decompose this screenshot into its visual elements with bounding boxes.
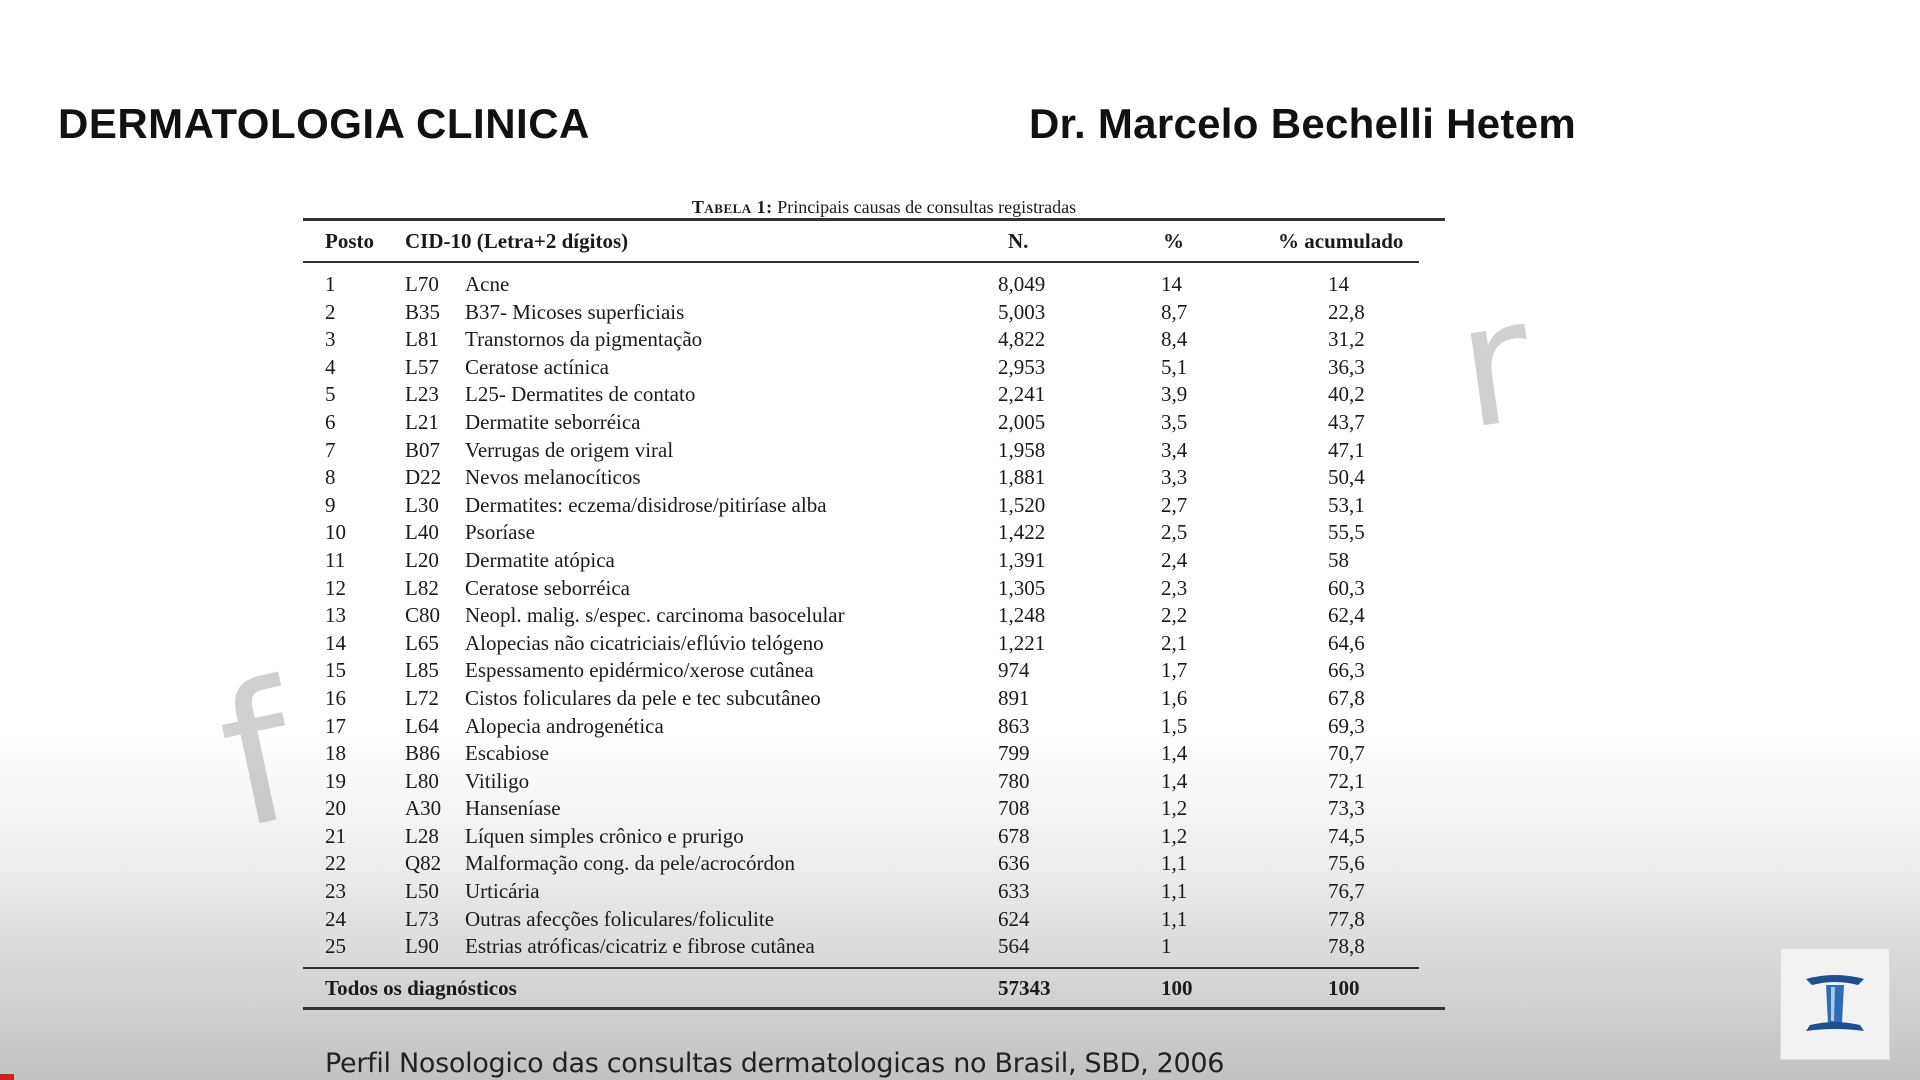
cell-rank: 14	[325, 630, 346, 655]
cell-cid-code: L40	[405, 520, 439, 545]
cell-n: 891	[998, 685, 1030, 710]
cell-rank: 6	[325, 409, 336, 434]
cell-cid-code: L64	[405, 713, 439, 738]
cell-description: Outras afecções foliculares/foliculite	[465, 906, 775, 931]
cell-cumulative: 40,2	[1328, 382, 1365, 407]
total-cumulative: 100	[1328, 975, 1360, 1000]
cell-rank: 15	[325, 658, 346, 683]
cell-n: 2,005	[998, 409, 1046, 434]
cell-pct: 1,1	[1161, 879, 1188, 904]
cell-description: Alopecias não cicatriciais/eflúvio telógeno	[465, 630, 824, 655]
cell-pct: 1,2	[1161, 823, 1188, 848]
cell-n: 1,958	[998, 437, 1046, 462]
cell-pct: 2,4	[1161, 547, 1188, 572]
cell-description: Acne	[465, 272, 510, 296]
cell-n: 1,520	[998, 492, 1046, 517]
cell-cumulative: 14	[1328, 272, 1349, 296]
table-body	[303, 263, 1445, 967]
cell-cumulative: 66,3	[1328, 658, 1365, 683]
table-row	[303, 271, 1445, 299]
table-row	[303, 768, 1445, 796]
watermark-letter-left: f	[202, 641, 315, 872]
table-row	[303, 381, 1445, 409]
cell-n: 8,049	[998, 272, 1046, 296]
table-row	[303, 823, 1445, 851]
table-caption-text: Principais causas de consultas registradas	[777, 197, 1077, 217]
cell-n: 1,248	[998, 603, 1046, 628]
corner-marker	[0, 1074, 14, 1080]
cell-rank: 23	[325, 879, 346, 904]
cell-pct: 3,3	[1161, 465, 1188, 490]
cell-rank: 20	[325, 796, 346, 821]
cell-pct: 1,5	[1161, 713, 1188, 738]
cell-cumulative: 31,2	[1328, 327, 1365, 352]
table-row	[303, 630, 1445, 658]
cell-n: 1,391	[998, 547, 1046, 572]
cell-pct: 5,1	[1161, 354, 1188, 379]
cell-pct: 2,2	[1161, 603, 1188, 628]
cell-rank: 10	[325, 520, 346, 545]
cell-cid-code: L20	[405, 547, 439, 572]
cell-n: 4,822	[998, 327, 1046, 352]
cell-n: 2,953	[998, 354, 1046, 379]
cell-rank: 3	[325, 327, 336, 352]
cell-cid-code: B86	[405, 741, 441, 766]
table-row	[303, 492, 1445, 520]
cell-cumulative: 60,3	[1328, 575, 1365, 600]
cell-description: Ceratose actínica	[465, 354, 610, 379]
cell-cumulative: 75,6	[1328, 851, 1365, 876]
cell-rank: 7	[325, 437, 336, 462]
cell-cid-code: A30	[405, 796, 442, 821]
cell-n: 780	[998, 768, 1030, 793]
table-row	[303, 547, 1445, 575]
cell-pct: 1,4	[1161, 741, 1188, 766]
cell-rank: 9	[325, 492, 336, 517]
cell-cumulative: 67,8	[1328, 685, 1365, 710]
cell-rank: 11	[325, 547, 346, 572]
cell-pct: 1,7	[1161, 658, 1188, 683]
cell-n: 1,422	[998, 520, 1046, 545]
cell-cumulative: 47,1	[1328, 437, 1365, 462]
cell-cumulative: 78,8	[1328, 934, 1365, 959]
cell-rank: 1	[325, 272, 336, 296]
cell-pct: 1,2	[1161, 796, 1188, 821]
cell-description: Dermatite atópica	[465, 547, 615, 572]
table-row	[303, 657, 1445, 685]
cell-pct: 3,4	[1161, 437, 1188, 462]
cell-description: Neopl. malig. s/espec. carcinoma basocelular	[465, 603, 845, 628]
cell-pct: 14	[1161, 272, 1182, 296]
cell-cid-code: C80	[405, 603, 441, 628]
cell-description: Psoríase	[465, 520, 535, 545]
channel-logo	[1780, 948, 1890, 1060]
table-row	[303, 437, 1445, 465]
slide-title: DERMATOLOGIA CLINICA	[58, 100, 590, 147]
table-row	[303, 795, 1445, 823]
slide-author: Dr. Marcelo Bechelli Hetem	[1029, 100, 1577, 147]
cell-description: Nevos melanocíticos	[465, 465, 641, 490]
cell-description: Verrugas de origem viral	[465, 437, 674, 462]
cell-rank: 13	[325, 603, 346, 628]
table-row	[303, 326, 1445, 354]
table-row	[303, 933, 1445, 961]
cell-description: Líquen simples crônico e prurigo	[465, 823, 744, 848]
cell-cid-code: B35	[405, 299, 441, 324]
cell-cid-code: L50	[405, 879, 439, 904]
cell-pct: 2,3	[1161, 575, 1188, 600]
cell-pct: 1,6	[1161, 685, 1188, 710]
cell-pct: 3,9	[1161, 382, 1188, 407]
cell-rank: 21	[325, 823, 346, 848]
cell-cid-code: D22	[405, 465, 442, 490]
cell-description: Ceratose seborréica	[465, 575, 630, 600]
cell-rank: 5	[325, 382, 336, 407]
cell-cid-code: L72	[405, 685, 439, 710]
table-row	[303, 850, 1445, 878]
table-total-row	[303, 969, 1445, 1007]
cell-cumulative: 77,8	[1328, 906, 1365, 931]
cell-rank: 22	[325, 851, 346, 876]
cell-pct: 1,4	[1161, 768, 1188, 793]
cell-description: Dermatite seborréica	[465, 409, 641, 434]
cell-cid-code: L81	[405, 327, 439, 352]
cell-description: Hanseníase	[465, 796, 561, 821]
cell-n: 1,221	[998, 630, 1046, 655]
cell-description: Estrias atróficas/cicatriz e fibrose cutânea	[465, 934, 815, 959]
cell-rank: 25	[325, 934, 346, 959]
cell-cid-code: L28	[405, 823, 439, 848]
cell-cumulative: 22,8	[1328, 299, 1365, 324]
header-cumulative: % acumulado	[1278, 229, 1404, 253]
cell-n: 636	[998, 851, 1030, 876]
causes-table	[303, 196, 1445, 1010]
cell-cid-code: L82	[405, 575, 439, 600]
cell-cid-code: Q82	[405, 851, 442, 876]
table-row	[303, 409, 1445, 437]
table-row	[303, 713, 1445, 741]
table-bottom-rule	[303, 1007, 1445, 1010]
total-n: 57343	[998, 975, 1051, 1000]
table-caption-label: Tabela 1:	[691, 197, 773, 217]
cell-n: 5,003	[998, 299, 1046, 324]
cell-cumulative: 70,7	[1328, 741, 1365, 766]
cell-cid-code: L90	[405, 934, 439, 959]
cell-n: 2,241	[998, 382, 1046, 407]
table-row	[303, 878, 1445, 906]
cell-n: 633	[998, 879, 1030, 904]
cell-description: Cistos foliculares da pele e tec subcutâneo	[465, 685, 821, 710]
cell-pct: 3,5	[1161, 409, 1188, 434]
header-rank: Posto	[325, 229, 374, 253]
cell-n: 1,305	[998, 575, 1046, 600]
table-row	[303, 906, 1445, 934]
cell-cid-code: L21	[405, 409, 439, 434]
cell-cumulative: 50,4	[1328, 465, 1365, 490]
cell-cumulative: 53,1	[1328, 492, 1365, 517]
cell-cid-code: B07	[405, 437, 441, 462]
cell-n: 564	[998, 934, 1030, 959]
cell-cumulative: 76,7	[1328, 879, 1365, 904]
total-pct: 100	[1161, 975, 1193, 1000]
cell-description: Alopecia androgenética	[465, 713, 664, 738]
cell-rank: 24	[325, 906, 346, 931]
cell-description: Vitiligo	[465, 768, 530, 793]
cell-pct: 1	[1161, 934, 1172, 959]
header-n: N.	[1008, 229, 1029, 253]
cell-n: 624	[998, 906, 1030, 931]
pillar-logo-icon	[1798, 969, 1872, 1039]
cell-n: 708	[998, 796, 1030, 821]
watermark-letter-right: r	[1446, 262, 1544, 468]
cell-description: L25- Dermatites de contato	[465, 382, 696, 407]
cell-rank: 4	[325, 354, 336, 379]
cell-n: 863	[998, 713, 1030, 738]
cell-cumulative: 72,1	[1328, 768, 1365, 793]
cell-cumulative: 69,3	[1328, 713, 1365, 738]
cell-cumulative: 62,4	[1328, 603, 1365, 628]
cell-rank: 2	[325, 299, 336, 324]
cell-description: Urticária	[465, 879, 540, 904]
source-citation: Perfil Nosologico das consultas dermatologicas no Brasil, SBD, 2006	[325, 1048, 1225, 1079]
table-row	[303, 354, 1445, 382]
cell-cumulative: 36,3	[1328, 354, 1365, 379]
total-label: Todos os diagnósticos	[325, 975, 517, 1000]
cell-cumulative: 74,5	[1328, 823, 1365, 848]
table-row	[303, 602, 1445, 630]
header-cid: CID-10 (Letra+2 dígitos)	[405, 229, 629, 253]
table-row	[303, 464, 1445, 492]
cell-rank: 19	[325, 768, 346, 793]
cell-description: Malformação cong. da pele/acrocórdon	[465, 851, 796, 876]
cell-pct: 1,1	[1161, 851, 1188, 876]
cell-pct: 8,4	[1161, 327, 1188, 352]
cell-cid-code: L73	[405, 906, 439, 931]
cell-rank: 17	[325, 713, 346, 738]
header-pct: %	[1163, 229, 1184, 253]
cell-pct: 8,7	[1161, 299, 1188, 324]
cell-rank: 18	[325, 741, 346, 766]
cell-description: Dermatites: eczema/disidrose/pitiríase alba	[465, 492, 827, 517]
cell-cumulative: 55,5	[1328, 520, 1365, 545]
cell-n: 1,881	[998, 465, 1046, 490]
cell-description: Escabiose	[465, 741, 549, 766]
cell-cid-code: L23	[405, 382, 439, 407]
table-row	[303, 685, 1445, 713]
table-row	[303, 575, 1445, 603]
cell-pct: 2,5	[1161, 520, 1188, 545]
cell-cid-code: L80	[405, 768, 439, 793]
cell-rank: 16	[325, 685, 346, 710]
cell-cid-code: L70	[405, 272, 439, 296]
cell-description: Espessamento epidérmico/xerose cutânea	[465, 658, 814, 683]
table-row	[303, 740, 1445, 768]
cell-description: B37- Micoses superficiais	[465, 299, 685, 324]
cell-n: 799	[998, 741, 1030, 766]
cell-description: Transtornos da pigmentação	[465, 327, 703, 352]
cell-n: 974	[998, 658, 1030, 683]
cell-pct: 2,7	[1161, 492, 1188, 517]
cell-rank: 8	[325, 465, 336, 490]
cell-n: 678	[998, 823, 1030, 848]
cell-cid-code: L57	[405, 354, 439, 379]
table-row	[303, 299, 1445, 327]
cell-rank: 12	[325, 575, 346, 600]
cell-cumulative: 64,6	[1328, 630, 1365, 655]
cell-cid-code: L65	[405, 630, 439, 655]
cell-cid-code: L30	[405, 492, 439, 517]
table-row	[303, 519, 1445, 547]
cell-pct: 1,1	[1161, 906, 1188, 931]
table-caption	[323, 196, 1445, 218]
cell-pct: 2,1	[1161, 630, 1188, 655]
cell-cumulative: 58	[1328, 547, 1349, 572]
cell-cid-code: L85	[405, 658, 439, 683]
cell-cumulative: 73,3	[1328, 796, 1365, 821]
cell-cumulative: 43,7	[1328, 409, 1365, 434]
table-header-row	[303, 221, 1445, 261]
